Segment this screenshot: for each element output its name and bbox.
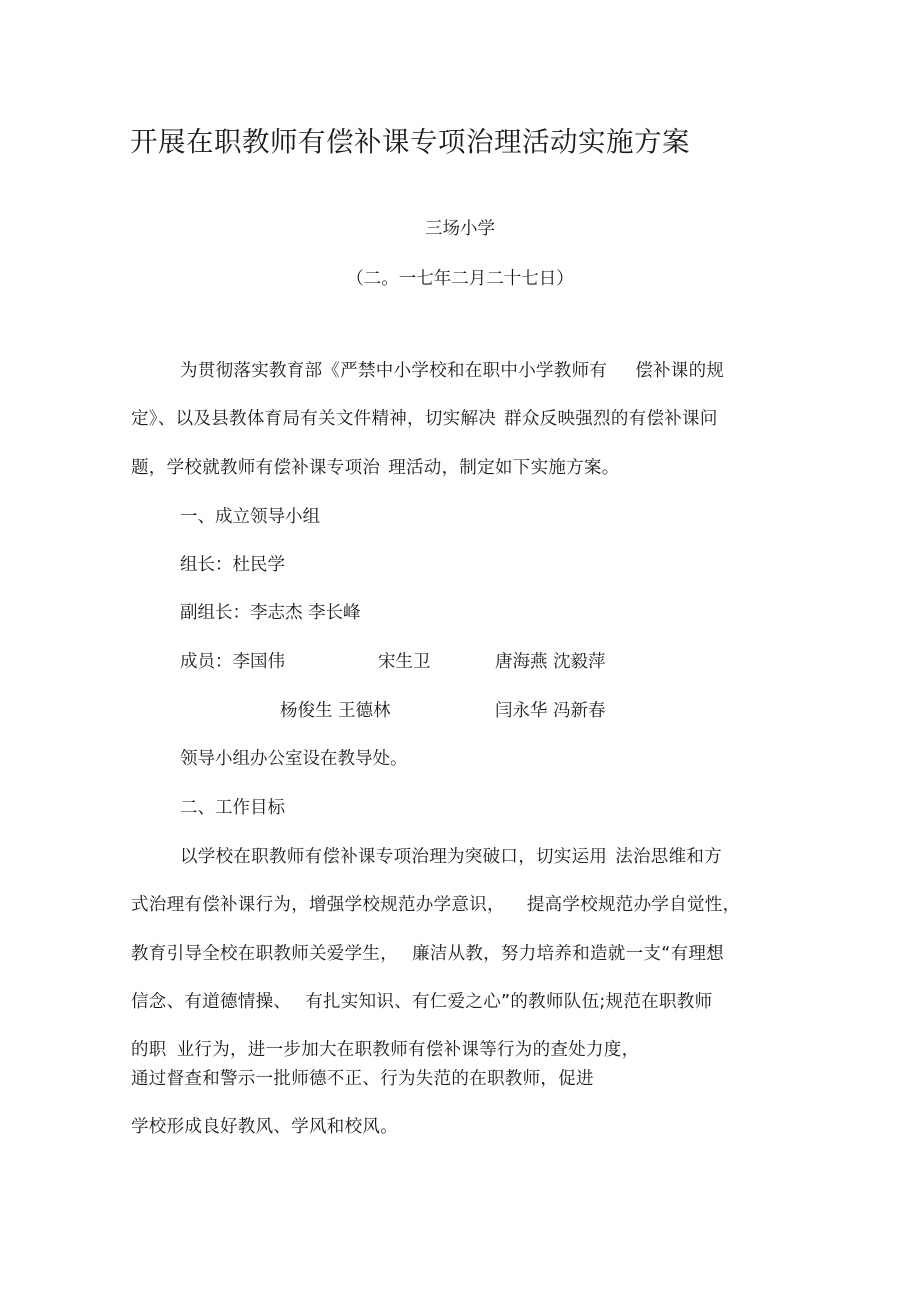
section-2-heading: 二、工作目标	[180, 798, 285, 818]
group-leader: 组长：杜民学	[180, 555, 285, 575]
intro-line-2: 定》、以及县教体育局有关文件精神，切实解决 群众反映强烈的有偿补课问	[131, 409, 718, 429]
goal-line-2: 式治理有偿补课行为，增强学校规范办学意识， 提高学校规范办学自觉性，	[131, 895, 741, 915]
office-location: 领导小组办公室设在教导处。	[180, 749, 408, 769]
section-1-heading: 一、成立领导小组	[180, 507, 320, 527]
member-names: 闫永华 冯新春	[495, 701, 606, 721]
school-name: 三场小学	[425, 219, 495, 239]
member-names: 唐海燕 沈毅萍	[495, 652, 606, 672]
member-name: 宋生卫	[378, 652, 431, 672]
intro-line-3: 题，学校就教师有偿补课专项治 理活动，制定如下实施方案。	[131, 458, 620, 478]
member-names: 杨俊生 王德林	[280, 701, 391, 721]
document-title: 开展在职教师有偿补课专项治理活动实施方案	[130, 126, 690, 158]
goal-line-3: 教育引导全校在职教师关爱学生， 廉洁从教，努力培养和造就一支“有理想	[131, 944, 724, 964]
goal-line-4: 信念、有道德情操、 有扎实知识、有仁爱之心”的教师队伍;规范在职教师	[131, 992, 713, 1012]
goal-line-1: 以学校在职教师有偿补课专项治理为突破口，切实运用 法治思维和方	[180, 847, 723, 867]
goal-line-7: 学校形成良好教风、学风和校风。	[131, 1117, 398, 1137]
goal-line-6: 通过督查和警示一批师德不正、行为失范的在职教师，促进	[131, 1069, 594, 1089]
intro-line-1: 为贯彻落实教育部《严禁中小学校和在职中小学教师有 偿补课的规	[180, 361, 725, 381]
goal-line-5: 的职 业行为，进一步加大在职教师有偿补课等行为的查处力度，	[131, 1040, 640, 1060]
document-date: （二。一七年二月二十七日）	[346, 269, 574, 289]
members-label: 成员：李国伟	[180, 652, 285, 672]
deputy-leaders: 副组长：李志杰 李长峰	[180, 603, 361, 623]
